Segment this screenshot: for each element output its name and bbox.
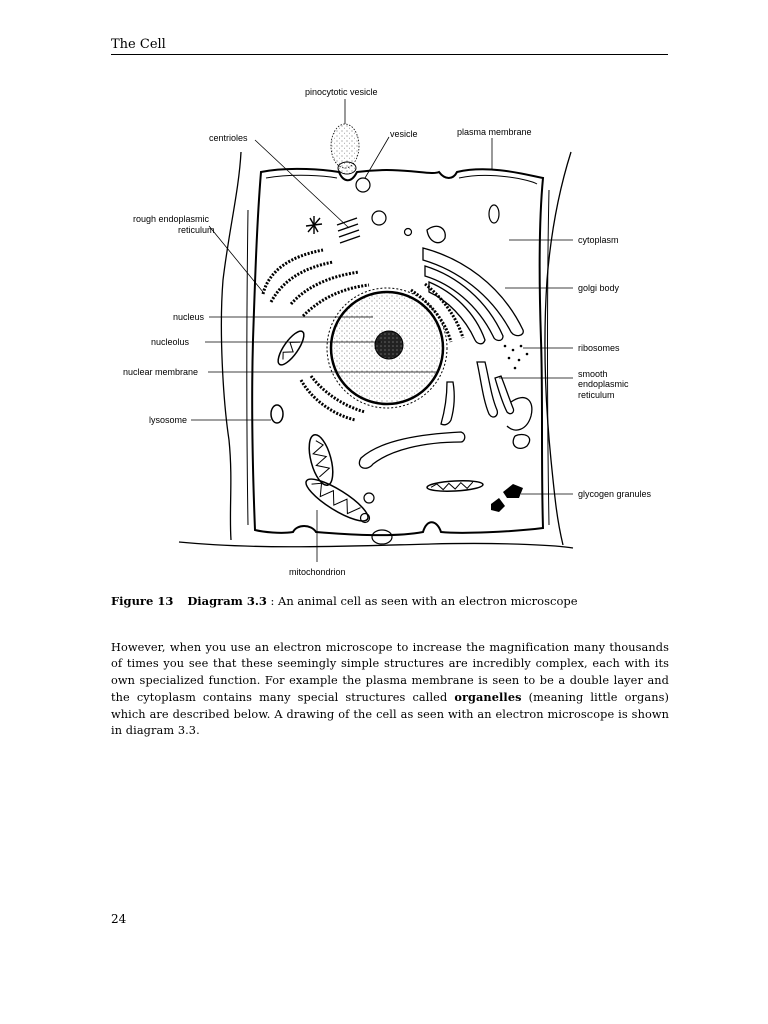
label-smooth-er: smooth endoplasmic reticulum bbox=[578, 369, 629, 400]
page-header bbox=[111, 34, 668, 55]
animal-cell-diagram bbox=[111, 80, 671, 580]
term-organelles: organelles bbox=[454, 690, 522, 705]
label-nucleus: nucleus bbox=[173, 312, 205, 322]
label-mitochondrion: mitochondrion bbox=[289, 567, 346, 577]
label-cytoplasm: cytoplasm bbox=[578, 235, 619, 245]
body-paragraph bbox=[111, 640, 669, 739]
caption-text: : An animal cell as seen with an electron microscope bbox=[270, 594, 578, 608]
page-number: 24 bbox=[111, 912, 127, 926]
label-centrioles: centrioles bbox=[209, 133, 248, 143]
pinocytotic-vesicle bbox=[331, 124, 359, 174]
label-vesicle: vesicle bbox=[390, 129, 418, 139]
label-ribosomes: ribosomes bbox=[578, 343, 620, 353]
paragraph-text-end: (meaning little organs) which are described below. A drawing of the cell as seen with an electron microscope is shown in diagram 3.3. bbox=[111, 691, 669, 738]
nucleus bbox=[327, 288, 447, 408]
label-lysosome: lysosome bbox=[149, 415, 188, 425]
lysosome bbox=[271, 405, 283, 423]
label-golgi-body: golgi body bbox=[578, 283, 620, 293]
figure-number: Figure 13 bbox=[111, 594, 174, 608]
label-plasma-membrane: plasma membrane bbox=[457, 127, 532, 137]
diagram-number: Diagram 3.3 bbox=[187, 594, 267, 608]
label-glycogen-granules: glycogen granules bbox=[578, 489, 652, 499]
label-pinocytotic-vesicle: pinocytotic vesicle bbox=[305, 87, 378, 97]
figure-caption bbox=[111, 594, 671, 608]
nucleolus-shape bbox=[375, 331, 403, 359]
glycogen-granules bbox=[491, 484, 523, 512]
label-nuclear-membrane: nuclear membrane bbox=[123, 367, 199, 377]
centrioles bbox=[306, 216, 360, 243]
running-title: The Cell bbox=[111, 37, 166, 52]
paragraph-text-start: However, when you use an electron microscope to increase the magnification many thousands of times you see that these seemingly simple structures are incredibly complex, each with its own specialized function. For example the plasma membrane is seen to be a double layer and the cytoplasm contains many special structures called bbox=[111, 641, 669, 705]
label-rough-er: rough endoplasmic reticulum bbox=[133, 214, 215, 235]
label-nucleolus: nucleolus bbox=[151, 337, 190, 347]
